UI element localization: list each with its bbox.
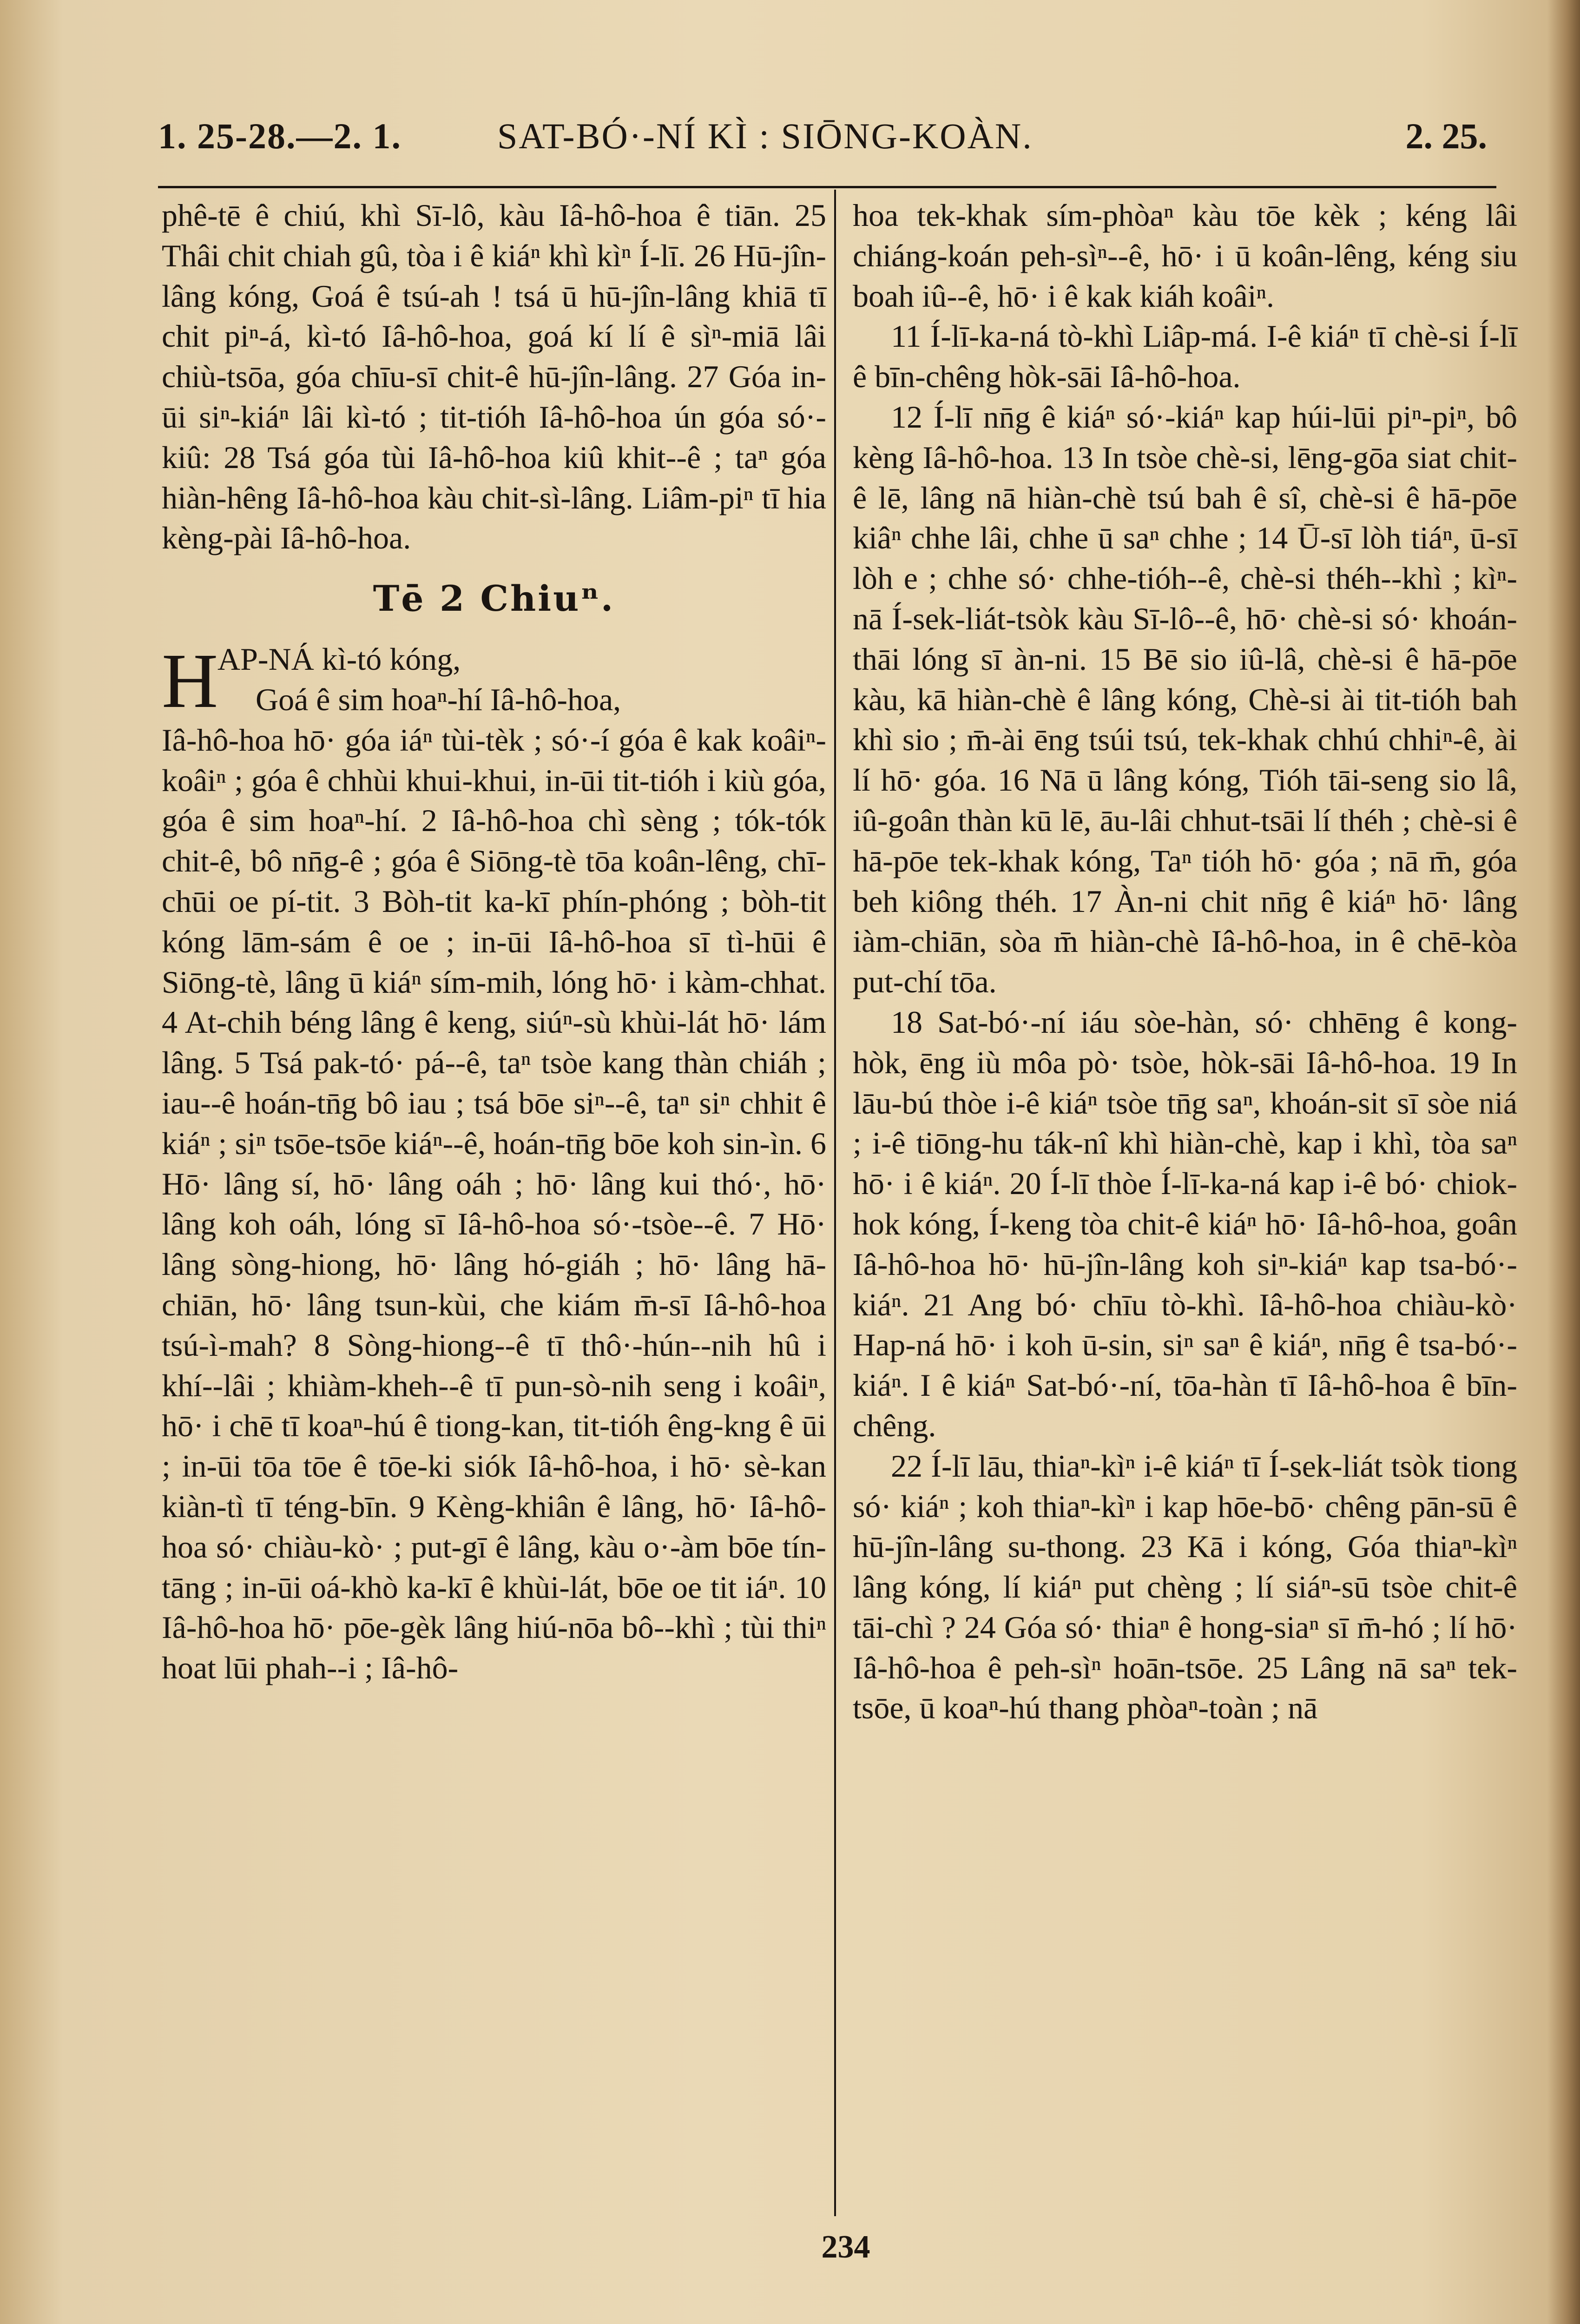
paragraph: hoa tek-khak sím-phòaⁿ kàu tōe kèk ; kéng lâi chiáng-koán peh-sìⁿ--ê, hō· i ū koân-lêng, kéng siu boah iû--ê, hō· i ê kak kiáh koâiⁿ. (853, 198, 1517, 314)
right-column (853, 195, 1517, 1728)
paragraph: 12 Í-lī nn̄g ê kiáⁿ só·-kiáⁿ kap húi-lūi piⁿ-piⁿ, bô kèng Iâ-hô-hoa. 13 In tsòe chè-si, lēng-gōa siat chit-ê lē, lâng nā hiàn-chè tsú bah ê sî, chè-si ê hā-pōe kiâⁿ chhe lâi, chhe ū saⁿ chhe ; 14 Ū-sī lòh tiáⁿ, ū-sī lòh e ; chhe só· chhe-tióh--ê, chè-si théh--khì ; kìⁿ-nā Í-sek-liát-tsòk kàu Sī-lô--ê, hō· chè-si só· khoán-thāi lóng sī àn-ni. 15 Bē sio iû-lâ, chè-si ê hā-pōe kàu, kā hiàn-chè ê lâng kóng, Chè-si ài tit-tióh bah khì sio ; m̄-ài ēng tsúi tsú, tek-khak chhú chhiⁿ-ê, ài lí hō· góa. 16 Nā ū lâng kóng, Tióh tāi-seng sio lâ, iû-goân thàn kū lē, āu-lâi chhut-tsāi lí théh ; chè-si ê hā-pōe tek-khak kóng, Taⁿ tióh hō· góa ; nā m̄, góa beh kiông théh. 17 Àn-ni chit nn̄g ê kiáⁿ hō· lâng iàm-chiān, sòa m̄ hiàn-chè Iâ-hô-hoa, in ê chē-kòa put-chí tōa. (853, 399, 1517, 1000)
left-column (162, 195, 826, 1688)
running-header (158, 115, 1506, 171)
drop-cap: H (162, 638, 218, 725)
verse-line: Goá ê sim hoaⁿ-hí Iâ-hô-hoa, (256, 681, 621, 717)
chapter-heading: Tē 2 Chiuⁿ. (373, 578, 615, 620)
paragraph: phê-tē ê chiú, khì Sī-lô, kàu Iâ-hô-hoa ê tiān. 25 Thâi chit chiah gû, tòa i ê kiáⁿ khì kìⁿ Í-lī. 26 Hū-jîn-lâng kóng, Goá ê tsú-ah ! tsá ū hū-jîn-lâng khiā tī chit piⁿ-á, kì-tó Iâ-hô-hoa, goá kí lí ê sìⁿ-miā lâi chiù-tsōa, góa chīu-sī chit-ê hū-jîn-lâng. 27 Góa in-ūi siⁿ-kiáⁿ lâi kì-tó ; tit-tióh Iâ-hô-hoa ún góa só·-kiû: 28 Tsá góa tùi Iâ-hô-hoa kiû khit--ê ; taⁿ góa hiàn-hêng Iâ-hô-hoa kàu chit-sì-lâng. Liâm-piⁿ tī hia kèng-pài Iâ-hô-hoa. (162, 198, 826, 556)
paragraph: 18 Sat-bó·-ní iáu sòe-hàn, só· chhēng ê kong-hòk, ēng iù môa pò· tsòe, hòk-sāi Iâ-hô-hoa. 19 In lāu-bú thòe i-ê kiáⁿ tsòe tn̄g saⁿ, khoán-sit sī sòe niá ; i-ê tiōng-hu ták-nî khì hiàn-chè, kap i khì, tòa saⁿ hō· i ê kiáⁿ. 20 Í-lī thòe Í-lī-ka-ná kap i-ê bó· chiok-hok kóng, Í-keng tòa chit-ê kiáⁿ hō· Iâ-hô-hoa, goân Iâ-hô-hoa hō· hū-jîn-lâng koh siⁿ-kiáⁿ kap tsa-bó·-kiáⁿ. 21 Ang bó· chīu tò-khì. Iâ-hô-hoa chiàu-kò· Hap-ná hō· i koh ū-sin, siⁿ saⁿ ê kiáⁿ, nn̄g ê tsa-bó·-kiáⁿ. I ê kiáⁿ Sat-bó·-ní, tōa-hàn tī Iâ-hô-hoa ê bīn-chêng. (853, 1004, 1517, 1443)
column-divider (834, 190, 836, 2216)
header-chapter-range: 1. 25-28.—2. 1. (158, 116, 402, 156)
paragraph: 11 Í-lī-ka-ná tò-khì Liâp-má. I-ê kiáⁿ tī chè-si Í-lī ê bīn-chêng hòk-sāi Iâ-hô-hoa. (853, 318, 1517, 395)
page-number: 234 (821, 2229, 870, 2265)
header-rule (158, 186, 1496, 188)
paragraph: Iâ-hô-hoa hō· góa iáⁿ tùi-tèk ; só·-í góa ê kak koâiⁿ-koâiⁿ ; góa ê chhùi khui-khui, in-ūi tit-tióh i kiù góa, góa ê sim hoaⁿ-hí. 2 Iâ-hô-hoa chì sèng ; tók-tók chit-ê, bô nn̄g-ê ; góa ê Siōng-tè tōa koân-lêng, chī-chūi oe pí-tit. 3 Bòh-tit ka-kī phín-phóng ; bòh-tit kóng lām-sám ê oe ; in-ūi Iâ-hô-hoa sī tì-hūi ê Siōng-tè, lâng ū kiáⁿ sím-mih, lóng hō· i kàm-chhat. 4 At-chih béng lâng ê keng, siúⁿ-sù khùi-lát hō· lám lâng. 5 Tsá pak-tó· pá--ê, taⁿ tsòe kang thàn chiáh ; iau--ê hoán-tn̄g bô iau ; tsá bōe siⁿ--ê, taⁿ siⁿ chhit ê kiáⁿ ; siⁿ tsōe-tsōe kiáⁿ--ê, hoán-tn̄g bōe koh sin-ìn. 6 Hō· lâng sí, hō· lâng oáh ; hō· lâng kui thó·, hō· lâng koh oáh, lóng sī Iâ-hô-hoa só·-tsòe--ê. 7 Hō· lâng sòng-hiong, hō· lâng hó-giáh ; hō· lâng hā-chiān, hō· lâng tsun-kùi, che kiám m̄-sī Iâ-hô-hoa tsú-ì-mah? 8 Sòng-hiong--ê tī thô·-hún--nih hû i khí--lâi ; khiàm-kheh--ê tī pun-sò-nih seng i koâiⁿ, hō· i chē tī koaⁿ-hú ê tiong-kan, tit-tióh êng-kng ê ūi ; in-ūi tōa tōe ê tōe-ki siók Iâ-hô-hoa, i hō· sè-kan kiàn-tì tī téng-bīn. 9 Kèng-khiân ê lâng, hō· Iâ-hô-hoa só· chiàu-kò· ; put-gī ê lâng, kàu o·-àm bōe tín-tāng ; in-ūi oá-khò ka-kī ê khùi-lát, bōe oe tit iáⁿ. 10 Iâ-hô-hoa hō· pōe-gèk lâng hiú-nōa bô--khì ; tùi thiⁿ hoat lūi phah--i ; Iâ-hô- (162, 722, 826, 1686)
page-edge-shadow (1547, 0, 1580, 2324)
verse-line: AP-NÁ kì-tó kóng, (217, 641, 461, 677)
paragraph: 22 Í-lī lāu, thiaⁿ-kìⁿ i-ê kiáⁿ tī Í-sek-liát tsòk tiong só· kiáⁿ ; koh thiaⁿ-kìⁿ i kap hōe-bō· chêng pān-sū ê hū-jîn-lâng su-thong. 23 Kā i kóng, Góa thiaⁿ-kìⁿ lâng kóng, lí kiáⁿ put chèng ; lí siáⁿ-sū tsòe chit-ê tāi-chì ? 24 Góa só· thiaⁿ ê hong-siaⁿ sī m̄-hó ; lí hō· Iâ-hô-hoa ê peh-sìⁿ hoān-tsōe. 25 Lâng nā saⁿ tek-tsōe, ū koaⁿ-hú thang phòaⁿ-toàn ; nā (853, 1448, 1517, 1726)
header-book-title: SAT-BÓ·-NÍ KÌ : SIŌNG-KOÀN. (497, 116, 1033, 156)
chapter-opening (162, 638, 826, 725)
header-verse-ref: 2. 25. (1405, 116, 1487, 156)
